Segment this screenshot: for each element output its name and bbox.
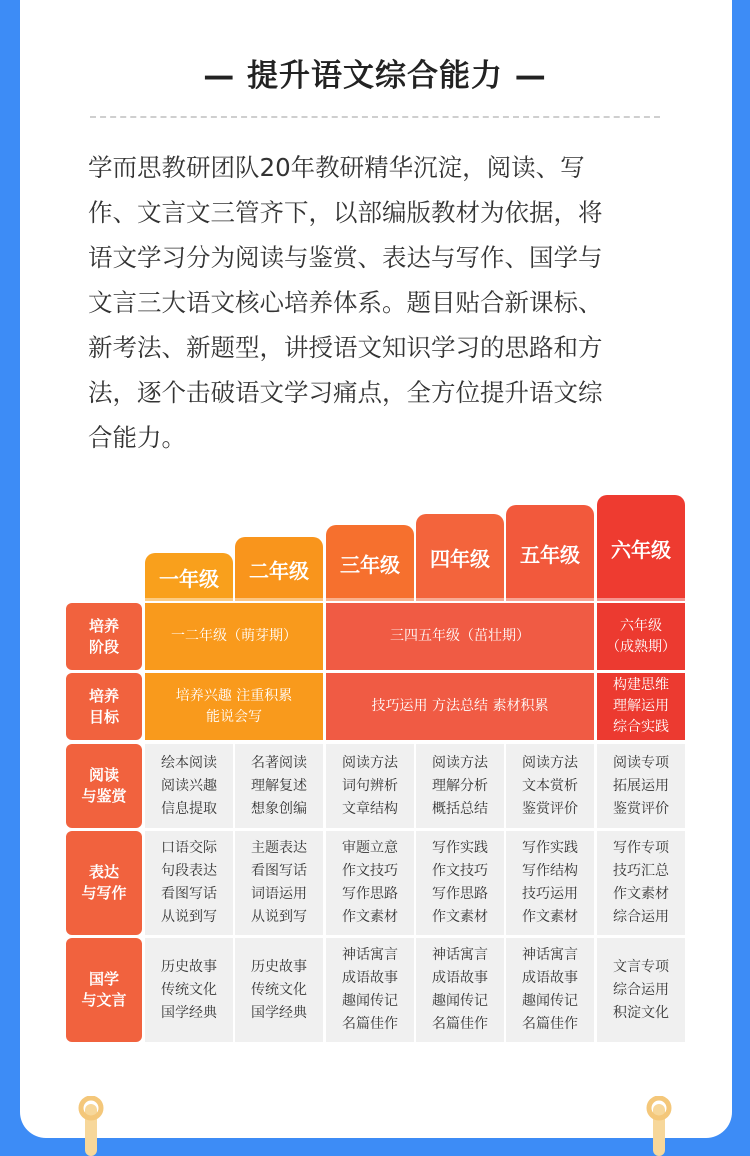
classics-cell-grade-2: 历史故事 传统文化 国学经典 xyxy=(235,938,323,1042)
reading-cell-grade-4: 阅读方法 理解分析 概括总结 xyxy=(416,744,504,828)
writing-cell-grade-3: 审题立意 作文技巧 写作思路 作文素材 xyxy=(326,831,414,935)
dashed-divider xyxy=(90,116,660,118)
writing-cell-grade-2: 主题表达 看图写话 词语运用 从说到写 xyxy=(235,831,323,935)
row-label-reading: 阅读 与鉴赏 xyxy=(66,744,142,828)
grade-5-header: 五年级 xyxy=(506,505,594,601)
goal-band-mature: 构建思维 理解运用 综合实践 xyxy=(597,673,685,740)
row-label-classics: 国学 与文言 xyxy=(66,938,142,1042)
writing-cell-grade-6: 写作专项 技巧汇总 作文素材 综合运用 xyxy=(597,831,685,935)
grade-4-header: 四年级 xyxy=(416,514,504,601)
binder-ring-right-icon xyxy=(644,1096,674,1156)
writing-cell-grade-5: 写作实践 写作结构 技巧运用 作文素材 xyxy=(506,831,594,935)
grade-2-header: 二年级 xyxy=(235,537,323,601)
intro-line: 文言三大语文核心培养体系。题目贴合新课标、 xyxy=(88,288,603,317)
classics-cell-grade-3: 神话寓言 成语故事 趣闻传记 名篇佳作 xyxy=(326,938,414,1042)
row-label-goal: 培养 目标 xyxy=(66,673,142,740)
grade-3-header: 三年级 xyxy=(326,525,414,601)
intro-line: 新考法、新题型，讲授语文知识学习的思路和方 xyxy=(88,333,603,362)
writing-cell-grade-1: 口语交际 句段表达 看图写话 从说到写 xyxy=(145,831,233,935)
row-label-writing: 表达 与写作 xyxy=(66,831,142,935)
intro-line: 学而思教研团队20年教研精华沉淀，阅读、写 xyxy=(88,153,585,182)
intro-line: 合能力。 xyxy=(88,423,186,452)
classics-cell-grade-4: 神话寓言 成语故事 趣闻传记 名篇佳作 xyxy=(416,938,504,1042)
classics-cell-grade-5: 神话寓言 成语故事 趣闻传记 名篇佳作 xyxy=(506,938,594,1042)
stage-band-early: 一二年级（萌芽期） xyxy=(145,603,323,670)
classics-cell-grade-1: 历史故事 传统文化 国学经典 xyxy=(145,938,233,1042)
reading-cell-grade-5: 阅读方法 文本赏析 鉴赏评价 xyxy=(506,744,594,828)
binder-ring-left-icon xyxy=(76,1096,106,1156)
classics-cell-grade-6: 文言专项 综合运用 积淀文化 xyxy=(597,938,685,1042)
intro-line: 作、文言文三管齐下，以部编版教材为依据，将 xyxy=(88,198,603,227)
intro-paragraph xyxy=(88,145,668,460)
reading-cell-grade-1: 绘本阅读 阅读兴趣 信息提取 xyxy=(145,744,233,828)
section-title: — 提升语文综合能力 — xyxy=(203,58,547,94)
reading-cell-grade-3: 阅读方法 词句辨析 文章结构 xyxy=(326,744,414,828)
intro-line: 语文学习分为阅读与鉴赏、表达与写作、国学与 xyxy=(88,243,603,272)
grade-1-header: 一年级 xyxy=(145,553,233,601)
stage-band-mature: 六年级 （成熟期） xyxy=(597,603,685,670)
writing-cell-grade-4: 写作实践 作文技巧 写作思路 作文素材 xyxy=(416,831,504,935)
intro-line: 法，逐个击破语文学习痛点，全方位提升语文综 xyxy=(88,378,603,407)
grade-6-header: 六年级 xyxy=(597,495,685,601)
reading-cell-grade-2: 名著阅读 理解复述 想象创编 xyxy=(235,744,323,828)
reading-cell-grade-6: 阅读专项 拓展运用 鉴赏评价 xyxy=(597,744,685,828)
goal-band-early: 培养兴趣 注重积累 能说会写 xyxy=(145,673,323,740)
stage-band-middle: 三四五年级（茁壮期） xyxy=(326,603,594,670)
goal-band-middle: 技巧运用 方法总结 素材积累 xyxy=(326,673,594,740)
row-label-stage: 培养 阶段 xyxy=(66,603,142,670)
